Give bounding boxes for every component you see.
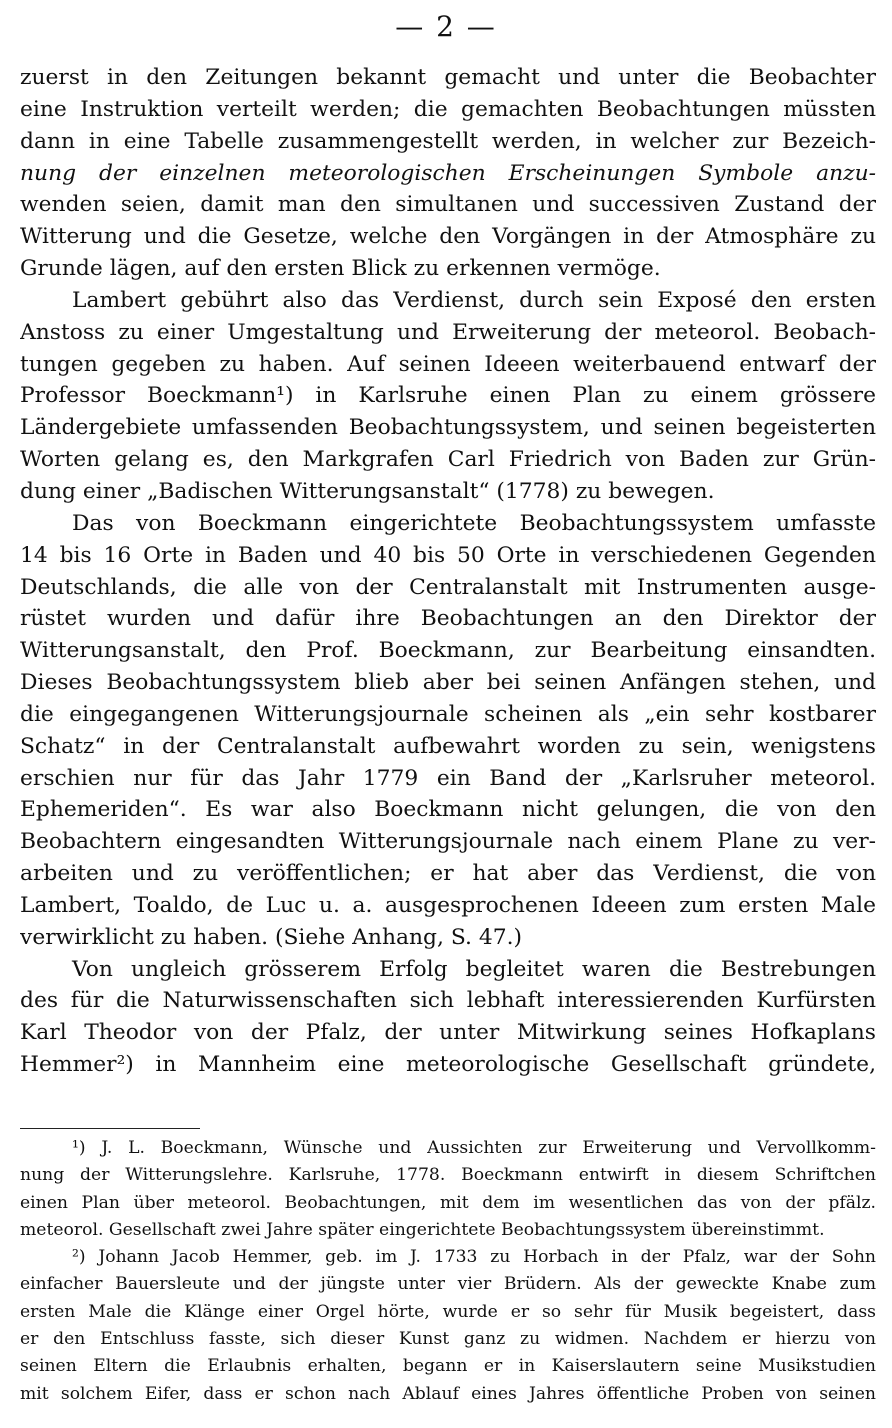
text-line: Witterungsanstalt, den Prof. Boeckmann, zur Bearbeitung einsandten. [20,638,876,664]
footnote-divider [20,1128,200,1129]
footnote-line: meteorol. Gesellschaft zwei Jahre später eingerichtete Beobachtungssystem übereinstimmt. [20,1219,825,1240]
text-line: wenden seien, damit man den simultanen und successiven Zustand der [20,192,876,218]
text-line: Karl Theodor von der Pfalz, der unter Mitwirkung seines Hofkaplans [20,1020,876,1046]
text-line: Beobachtern eingesandten Witterungsjournale nach einem Plane zu ver- [20,829,876,855]
text-line: Dieses Beobachtungssystem blieb aber bei seinen Anfängen stehen, und [20,670,876,696]
footnote-line: ersten Male die Klänge einer Orgel hörte, wurde er so sehr für Musik begeistert, dass [20,1301,876,1322]
text-line: die eingegangenen Witterungsjournale scheinen als „ein sehr kostbarer [20,701,876,727]
footnotes [20,1135,876,1408]
footnote-line: ²) Johann Jacob Hemmer, geb. im J. 1733 zu Horbach in der Pfalz, war der Sohn [72,1247,876,1268]
text-line: tungen gegeben zu haben. Auf seinen Ideeen weiterbauend entwarf der [20,351,876,377]
text-line: Professor Boeckmann¹) in Karlsruhe einen Plan zu einem grössere [20,383,876,409]
text-line: Deutschlands, die alle von der Centralanstalt mit Instrumenten ausge- [20,574,876,600]
text-line: eine Instruktion verteilt werden; die gemachten Beobachtungen müssten [20,96,876,122]
footnote-line: nung der Witterungslehre. Karlsruhe, 1778. Boeckmann entwirft in diesem Schriftchen [20,1165,876,1186]
text-line: erschien nur für das Jahr 1779 ein Band der „Karlsruher meteorol. [20,765,876,791]
text-line: Hemmer²) in Mannheim eine meteorologische Gesellschaft gründete, [20,1052,876,1078]
text-line: rüstet wurden und dafür ihre Beobachtungen an den Direktor der [20,606,876,632]
footnote-line: mit solchem Eifer, dass er schon nach Ablauf eines Jahres öffentliche Proben von seinen [20,1383,876,1404]
footnote-line: einfacher Bauersleute und der jüngste unter vier Brüdern. Als der geweckte Knabe zum [20,1274,876,1295]
text-line: Ländergebiete umfassenden Beobachtungssystem, und seinen begeisterten [20,415,876,441]
footnote-line: ¹) J. L. Boeckmann, Wünsche und Aussichten zur Erweiterung und Vervollkomm- [72,1138,876,1158]
text-line: Anstoss zu einer Umgestaltung und Erweiterung der meteorol. Beobach- [20,319,876,345]
text-line: Grunde lägen, auf den ersten Blick zu erkennen vermöge. [20,256,661,282]
text-line: dung einer „Badischen Witterungsanstalt“ (1778) zu bewegen. [20,478,715,504]
text-line: zuerst in den Zeitungen bekannt gemacht und unter die Beobachter [20,65,876,90]
text-line: dann in eine Tabelle zusammengestellt werden, in welcher zur Bezeich- [20,128,876,154]
text-line: Das von Boeckmann eingerichtete Beobachtungssystem umfasste [72,510,876,536]
text-line: Ephemeriden“. Es war also Boeckmann nicht gelungen, die von den [20,797,876,823]
text-line: Schatz“ in der Centralanstalt aufbewahrt worden zu sein, wenigstens [20,733,876,759]
text-line: Witterung und die Gesetze, welche den Vorgängen in der Atmosphäre zu [20,224,876,250]
footnote-line: er den Entschluss fasste, sich dieser Kunst ganz zu widmen. Nachdem er hierzu von [20,1329,876,1350]
body-text [20,62,876,1081]
text-line: 14 bis 16 Orte in Baden und 40 bis 50 Orte in verschiedenen Gegenden [20,542,876,568]
text-line: Lambert, Toaldo, de Luc u. a. ausgesprochenen Ideeen zum ersten Male [20,892,876,918]
footnote-line: einen Plan über meteorol. Beobachtungen, mit dem im wesentlichen das von der pfälz. [20,1192,876,1213]
text-line: Von ungleich grösserem Erfolg begleitet waren die Bestrebungen [72,956,876,982]
page-number: — 2 — [395,10,497,43]
text-line: des für die Naturwissenschaften sich lebhaft interessierenden Kurfürsten [20,988,876,1014]
text-line: verwirklicht zu haben. (Siehe Anhang, S. 47.) [20,924,523,950]
text-line: nung der einzelnen meteorologischen Erscheinungen Symbole anzu- [20,160,876,186]
text-line: Worten gelang es, den Markgrafen Carl Friedrich von Baden zur Grün- [20,447,876,473]
text-line: arbeiten und zu veröffentlichen; er hat aber das Verdienst, die von [20,861,876,887]
footnote-line: seinen Eltern die Erlaubnis erhalten, begann er in Kaiserslautern seine Musikstudien [20,1356,876,1377]
text-line: Lambert gebührt also das Verdienst, durch sein Exposé den ersten [72,287,876,313]
